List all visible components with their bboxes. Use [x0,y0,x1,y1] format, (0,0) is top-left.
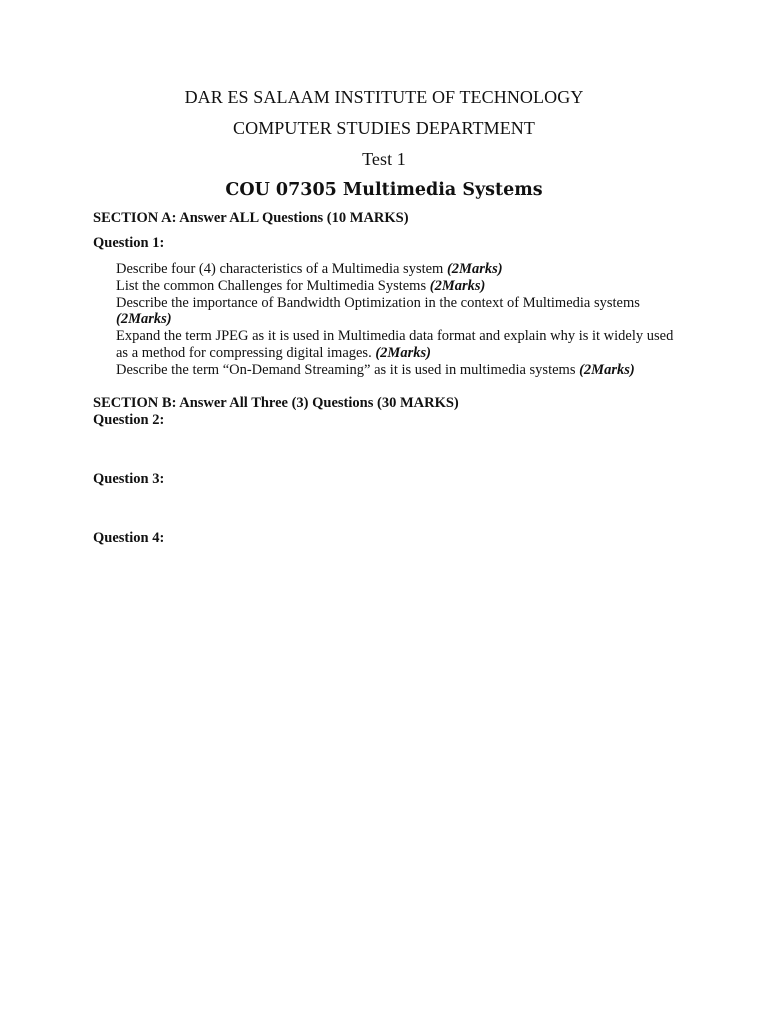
question-1-list [116,261,686,379]
test-title: Test 1 [362,149,406,169]
marks-label: (2Marks) [375,344,431,361]
question-4-label: Question 4: [93,530,165,546]
department-name: COMPUTER STUDIES DEPARTMENT [233,118,535,138]
list-item [116,362,686,379]
list-item [116,261,686,278]
question-1-label: Question 1: [93,235,165,251]
list-item [116,328,686,362]
marks-label: (2Marks) [116,311,172,328]
list-item-text: Describe the term “On-Demand Streaming” as it is used in multimedia systems [116,361,580,378]
list-item-text: Expand the term JPEG as it is used in Multimedia data format and explain why is it widely used as a method for compressing digital images. [116,328,674,361]
list-item-text: List the common Challenges for Multimedia Systems [116,277,430,294]
list-item [116,295,686,329]
list-item [116,278,686,295]
marks-label: (2Marks) [446,261,503,277]
list-item-text: Describe the importance of Bandwidth Optimization in the context of Multimedia systems [116,294,640,311]
list-item-text: Describe four (4) characteristics of a Multimedia system [116,261,447,277]
course-title: COU 07305 Multimedia Systems [225,180,543,200]
marks-label: (2Marks) [429,277,486,294]
question-2-label: Question 2: [93,412,165,428]
question-3-label: Question 3: [93,471,165,487]
section-a-heading: SECTION A: Answer ALL Questions (10 MARKS) [93,210,409,226]
section-b-heading: SECTION B: Answer All Three (3) Questions (30 MARKS) [93,395,459,411]
institute-name: DAR ES SALAAM INSTITUTE OF TECHNOLOGY [184,87,584,107]
marks-label: (2Marks) [579,361,635,378]
